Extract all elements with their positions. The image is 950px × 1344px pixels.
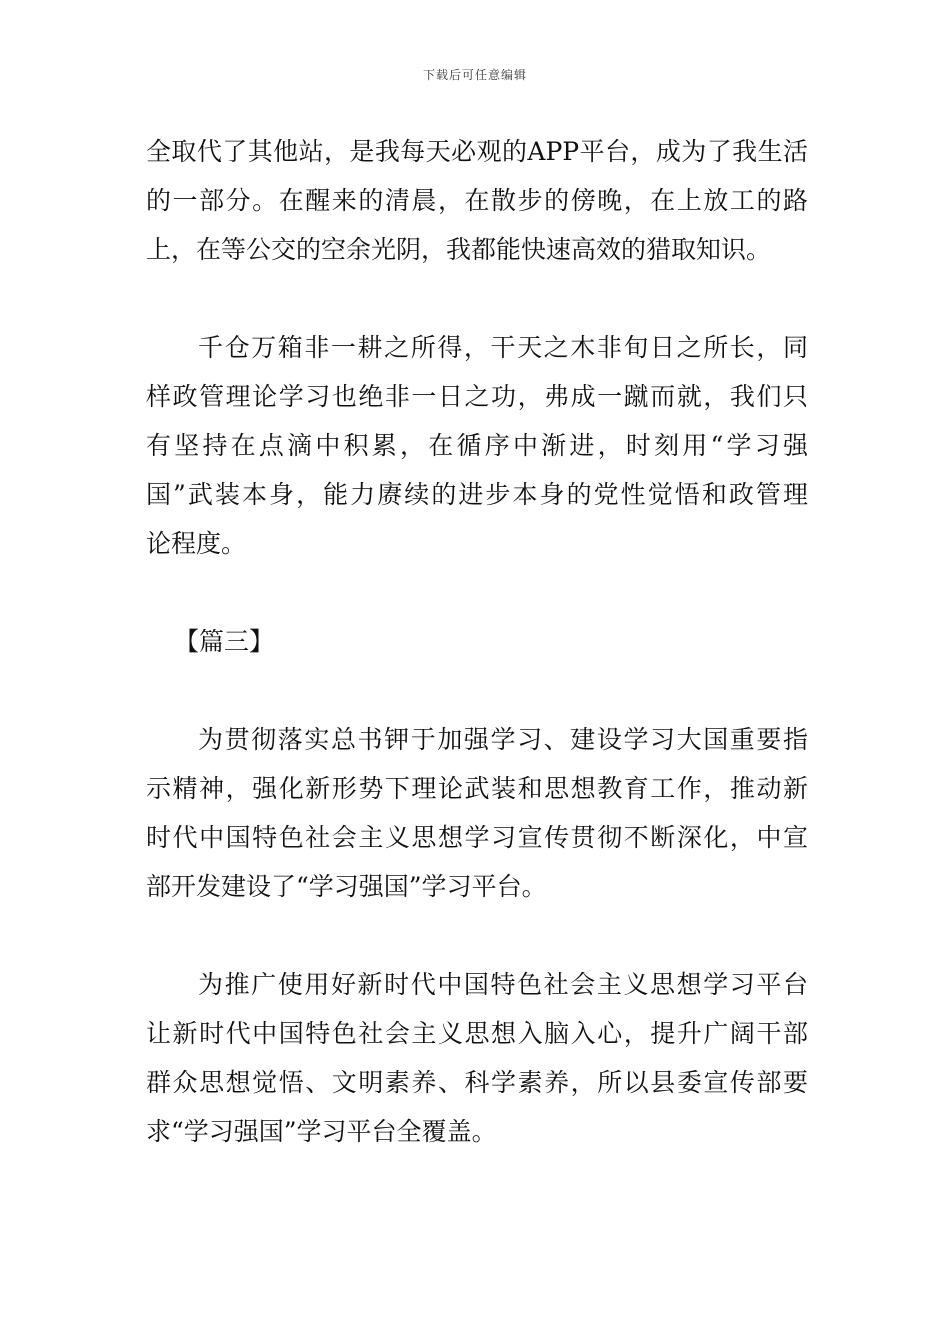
paragraph-line: 全取代了其他站，是我每天必观的APP平台，成为了我生活 bbox=[146, 137, 808, 166]
paragraph-line: 千仓万箱非一耕之所得，干天之木非旬日之所长，同 bbox=[198, 333, 808, 362]
paragraph-gap bbox=[146, 666, 808, 715]
paragraph-1 bbox=[146, 127, 808, 274]
paragraph-line: 为贯彻落实总书钾于加强学习、建设学习大国重要指 bbox=[198, 725, 808, 754]
paragraph-2 bbox=[146, 323, 808, 568]
paragraph-gap bbox=[146, 274, 808, 323]
paragraph-line: 样政管理论学习也绝非一日之功，弗成一蹴而就，我们只 bbox=[146, 382, 808, 411]
paragraph-gap bbox=[146, 911, 808, 960]
paragraph-line: 有坚持在点滴中积累，在循序中渐进，时刻用“学习强 bbox=[146, 431, 808, 460]
paragraph-gap bbox=[146, 568, 808, 617]
paragraph-line: 上，在等公交的空余光阴，我都能快速高效的猎取知识。 bbox=[146, 235, 772, 264]
paragraph-3 bbox=[146, 715, 808, 911]
paragraph-line: 让新时代中国特色社会主义思想入脑入心，提升广阔干部 bbox=[146, 1019, 808, 1048]
document-body bbox=[146, 127, 808, 1156]
paragraph-line: 部开发建设了“学习强国”学习平台。 bbox=[146, 872, 547, 901]
paragraph-line: 示精神，强化新形势下理论武装和思想教育工作，推动新 bbox=[146, 774, 808, 803]
paragraph-line: 求“学习强国”学习平台全覆盖。 bbox=[146, 1117, 497, 1146]
paragraph-line: 论程度。 bbox=[146, 529, 247, 558]
section-heading: 【篇三】 bbox=[174, 627, 275, 656]
paragraph-line: 群众思想觉悟、文明素养、科学素养，所以县委宣传部要 bbox=[146, 1068, 808, 1097]
page-header: 下载后可任意编辑 bbox=[422, 68, 527, 82]
paragraph-4 bbox=[146, 960, 808, 1156]
paragraph-line: 时代中国特色社会主义思想学习宣传贯彻不断深化，中宣 bbox=[146, 823, 808, 852]
paragraph-line: 国”武装本身，能力赓续的进步本身的党性觉悟和政管理 bbox=[146, 480, 808, 509]
paragraph-line: 的一部分。在醒来的清晨，在散步的傍晚，在上放工的路 bbox=[146, 186, 808, 215]
paragraph-line: 为推广使用好新时代中国特色社会主义思想学习平台 bbox=[198, 970, 808, 999]
